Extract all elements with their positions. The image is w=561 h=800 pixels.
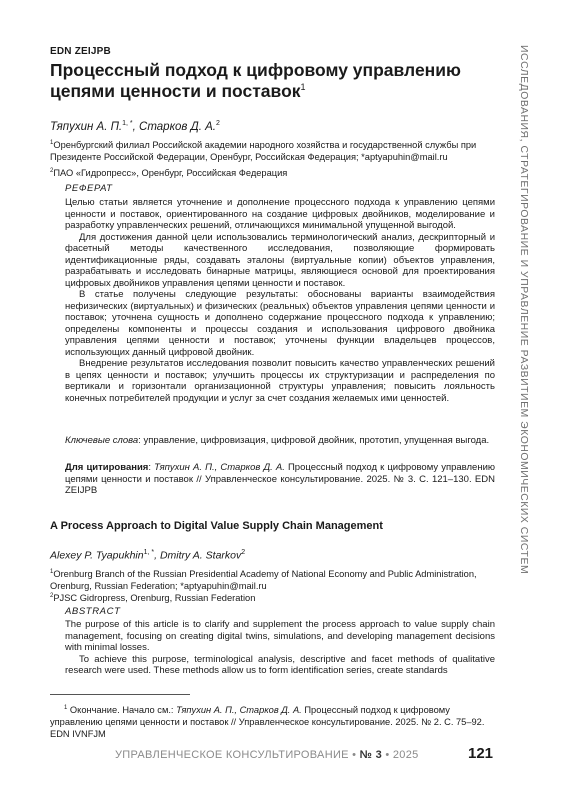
footer-issue: № 3 [359,749,383,761]
authors-ru: Тяпухин А. П.$^{1, *}$, Старков Д. А.$^2$ [50,120,220,133]
footnote-rule [50,694,190,695]
author-ru-1: Тяпухин А. П. [50,120,123,133]
abstract-ru-paragraph-3: В статье получены следующие результаты: обоснованы варианты взаимодействия нефизических (виртуальных) и физических (реальных) объектов управления цепями ценности и поставок; уточнена сущность и дополнено содержание процессного подхода к управлению; определены компоненты и процессы создания и использования цифрового двойника управления цепями ценности и поставок; уточнены функции владельцев процессов, использующих данный цифровой двойник. [65,289,495,358]
affiliation-en-2-mark: 2 [50,593,54,599]
abstract-en-paragraph-1: The purpose of this article is to clarify and supplement the process approach to value supply chain management, focusing on creating digital twins, simulations, and developing management decisions with minimal losses. [65,619,495,653]
affiliation-en-2-text: PJSC Gidropress, Orenburg, Russian Federation [53,593,256,604]
affiliation-ru-1-mark: 1 [50,140,54,146]
affiliation-ru-2-mark: 2 [50,168,54,174]
affiliation-ru-2-text: ПАО «Гидропресс», Оренбург, Российская Федерация [53,168,288,179]
author-en-2-marks: 2 [241,549,246,556]
affiliation-ru-1 [50,137,495,163]
footnote [50,702,495,740]
edn-code: EDN ZEIJPB [50,46,111,57]
author-ru-2: Старков Д. А. [139,120,216,133]
abstract-en-label: ABSTRACT [65,606,121,617]
abstract-ru-paragraph-1: Целью статьи является уточнение и дополнение процессного подхода к управлению цепями ценности и поставок, ориентированного на создание цифровых двойников, моделирование и разработку управленческих решений, отличающихся минимальной упущенной выгодой. [65,197,495,231]
author-ru-2-marks: 2 [215,120,220,127]
keywords-ru-label: Ключевые слова [65,435,139,446]
footer-sep-1: • [348,749,360,761]
affiliation-ru-2 [50,165,495,179]
affiliation-en-1-text: Orenburg Branch of the Russian Presidential Academy of National Economy and Public Administration, Orenburg, Russian Federation; *aptyapuhin@mail.ru [50,569,477,592]
footnote-authors: Тяпухин А. П., Старков Д. А. [176,705,302,716]
abstract-ru-paragraph-2: Для достижения данной цели использовались терминологический анализ, дескрипторный и фасетный методы качественного исследования, позволяющие формировать идентификационные ряды, создавать эталоны (виртуальные копии) объектов управления, разрабатывать и исследовать бинарные матрицы, являющиеся основой для проектирования цифровых двойников управления цепями ценности и поставок. [65,231,495,289]
footnote-mark: 1 [64,705,68,711]
affiliation-en-1-mark: 1 [50,569,54,575]
footer-journal: УПРАВЛЕНЧЕСКОЕ КОНСУЛЬТИРОВАНИЕ [115,749,349,761]
running-footer [115,749,419,761]
citation-ru-label: Для цитирования [65,462,149,473]
footer-year: 2025 [392,749,419,761]
affiliation-en-2 [50,590,495,604]
author-en-1-marks: 1, * [143,549,155,556]
citation-ru-text: Процессный подход к цифровому управлению цепями ценности и поставок // Управленческое консультирование. 2025. № 3. С. 121–130. EDN ZEIJPB [65,462,496,496]
footnote-prefix: Окончание. Начало см.: [67,705,177,716]
title-footnote-mark[interactable]: 1 [300,82,306,93]
abstract-ru-paragraph-4: Внедрение результатов исследования позволит повысить качество управленческих решений в цепях ценности и поставок; улучшить процессы их структуризации и распределения по вертикали и горизонтали организационной структуры управления; повысить лояльность конечных потребителей продукции и услуг за счет создания желаемых ими ценностей. [65,358,495,404]
abstract-ru-label: РЕФЕРАТ [65,183,113,194]
footer-sep-2: • [382,749,393,761]
article-title-en: A Process Approach to Digital Value Supply Chain Management [50,520,383,532]
abstract-en-body [65,619,495,677]
abstract-ru-body [65,197,495,404]
footnote-text: Процессный подход к цифровому управлению цепями ценности и поставок // Управленческое консультирование. 2025. № 2. С. 75–92. EDN IVNFJM [50,705,485,740]
section-sidebar [503,45,543,725]
author-en-2: Dmitry A. Starkov [159,549,242,562]
author-en-1: Alexey P. Tyapukhin [50,549,144,562]
author-ru-1-marks: 1, * [122,120,133,127]
authors-en: Alexey P. Tyapukhin$^{1, *}$, Dmitry A. Starkov$^2$ [50,549,246,562]
abstract-en-paragraph-2: To achieve this purpose, terminological analysis, descriptive and facet methods of qualitative research were used. These methods allow us to form identification series, create standards [65,653,495,676]
citation-ru-authors: Тяпухин А. П., Старков Д. А. [154,462,285,473]
keywords-ru-text: : управление, цифровизация, цифровой двойник, прототип, упущенная выгода. [138,435,490,446]
article-title-ru-text: Процессный подход к цифровому управлению цепями ценности и поставок [50,60,461,101]
section-sidebar-text: ИССЛЕДОВАНИЯ, СТРАТЕГИРОВАНИЕ И УПРАВЛЕНИЕ РАЗВИТИЕМ ЭКОНОМИЧЕСКИХ СИСТЕМ [518,45,529,575]
affiliation-ru-1-text: Оренбургский филиал Российской академии народного хозяйства и государственной службы при Президенте Российской Федерации, Оренбург, Российская Федерация; *aptyapuhin@mail.ru [50,140,477,163]
article-title-ru [50,60,480,102]
citation-ru: Для цитирования: Тяпухин А. П., Старков Д. А. Процессный подход к цифровому управлению цепями ценности и поставок // Управленческое консультирование. 2025. № 3. С. 121–130. EDN ZEIJPB [65,462,496,496]
section-sidebar-svg [503,45,543,725]
keywords-ru [65,435,495,447]
page-number: 121 [468,745,494,762]
affiliation-en-1 [50,566,495,592]
